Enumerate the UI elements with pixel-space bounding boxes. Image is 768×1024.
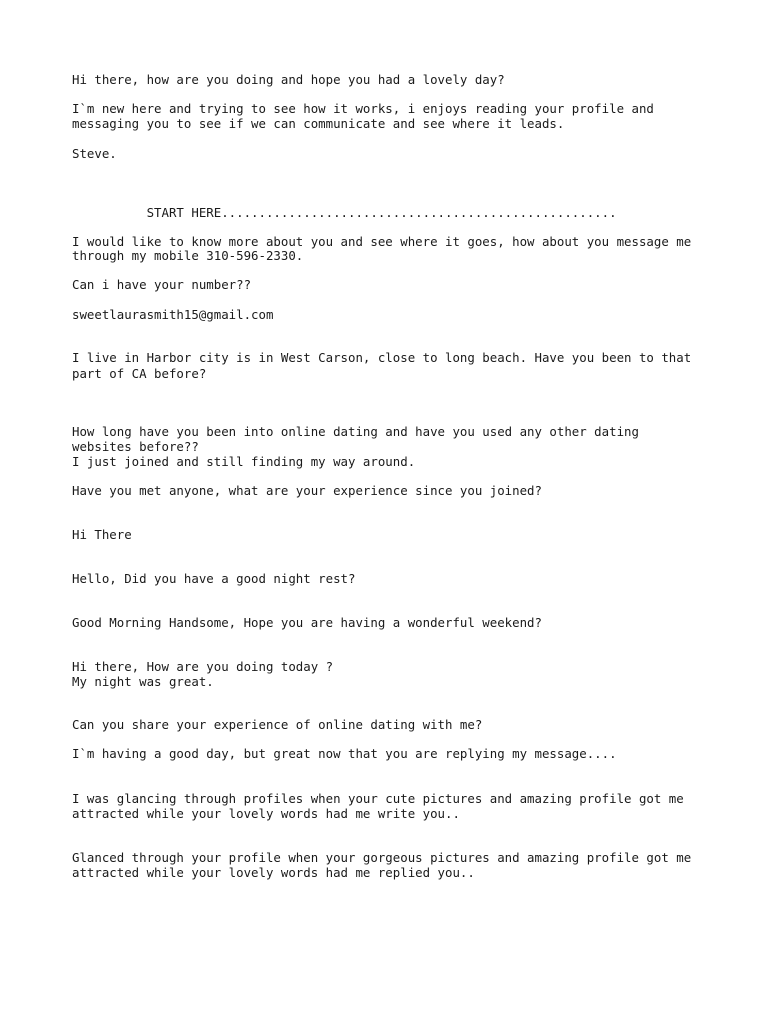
text-line: I would like to know more about you and see where it goes, how about you message me xyxy=(72,234,692,249)
text-line: through my mobile 310-596-2330. xyxy=(72,248,304,263)
text-line: I`m new here and trying to see how it works, i enjoys reading your profile and xyxy=(72,101,654,116)
text-line: attracted while your lovely words had me replied you.. xyxy=(72,865,475,880)
signature-line: Steve. xyxy=(72,146,117,161)
text-line: I just joined and still finding my way around. xyxy=(72,454,416,469)
email-text: sweetlaurasmith15@gmail.com xyxy=(72,307,274,322)
text-line: part of CA before? xyxy=(72,366,207,381)
text-line: My night was great. xyxy=(72,674,214,689)
text-line: Have you met anyone, what are your experience since you joined? xyxy=(72,483,542,498)
text-line: attracted while your lovely words had me write you.. xyxy=(72,806,460,821)
text-line: Good Morning Handsome, Hope you are having a wonderful weekend? xyxy=(72,615,542,630)
text-line: messaging you to see if we can communicate and see where it leads. xyxy=(72,116,565,131)
text-line: I live in Harbor city is in West Carson, close to long beach. Have you been to that xyxy=(72,350,692,365)
text-line: How long have you been into online dating and have you used any other dating xyxy=(72,424,639,439)
text-line: Can you share your experience of online dating with me? xyxy=(72,717,483,732)
text-line: Hi There xyxy=(72,527,132,542)
text-line: Hi there, How are you doing today ? xyxy=(72,659,334,674)
section-heading: START HERE..................................................... xyxy=(72,205,617,220)
text-line: Hi there, how are you doing and hope you had a lovely day? xyxy=(72,72,505,87)
text-line: I was glancing through profiles when your cute pictures and amazing profile got me xyxy=(72,791,684,806)
text-line: Can i have your number?? xyxy=(72,277,252,292)
text-line: I`m having a good day, but great now that you are replying my message.... xyxy=(72,746,617,761)
text-line: Hello, Did you have a good night rest? xyxy=(72,571,356,586)
text-line: Glanced through your profile when your gorgeous pictures and amazing profile got me xyxy=(72,850,692,865)
text-line: websites before?? xyxy=(72,439,199,454)
